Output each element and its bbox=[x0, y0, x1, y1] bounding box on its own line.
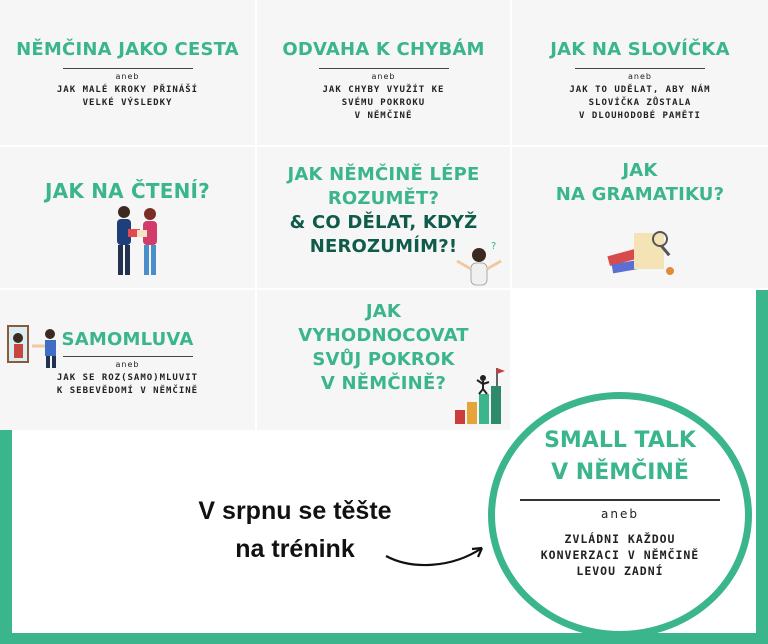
arrow-icon bbox=[382, 534, 492, 574]
self-talk-mirror-icon bbox=[6, 324, 64, 370]
tile-subtitle: JAK MALÉ KROKY PŘINÁŠÍ VELKÉ VÝSLEDKY bbox=[56, 85, 199, 108]
tile-aneb: aneb bbox=[371, 72, 396, 81]
divider bbox=[520, 499, 720, 501]
divider bbox=[63, 68, 193, 69]
highlight-aneb: aneb bbox=[601, 507, 639, 521]
tile-jak-nemcine-lepe-rozumet[interactable] bbox=[257, 147, 510, 288]
highlight-subtitle: ZVLÁDNI KAŽDOU KONVERZACI V NĚMČINĚ LEVOU ZADNÍ bbox=[540, 532, 700, 578]
divider bbox=[319, 68, 449, 69]
tile-subtitle: JAK TO UDĚLAT, ABY NÁM SLOVÍČKA ZŮSTALA V DLOUHODOBÉ PAMĚTI bbox=[569, 85, 711, 121]
tile-subtitle-dark: & CO DĚLAT, KDYŽ NEROZUMÍM?! bbox=[289, 212, 478, 257]
tile-subtitle: JAK CHYBY VYUŽÍT KE SVÉMU POKROKU V NĚMČINĚ bbox=[322, 85, 445, 121]
confused-person-icon bbox=[449, 239, 509, 289]
highlight-small-talk[interactable] bbox=[488, 392, 752, 638]
tile-title: JAK NĚMČINĚ LÉPE ROZUMĚT? bbox=[287, 164, 480, 209]
tile-title: SAMOMLUVA bbox=[61, 329, 194, 350]
tile-title: NĚMČINA JAKO CESTA bbox=[16, 39, 239, 60]
tile-title: JAK NA SLOVÍČKA bbox=[550, 39, 730, 60]
tile-jak-na-gramatiku[interactable] bbox=[512, 147, 768, 288]
tile-aneb: aneb bbox=[115, 360, 140, 369]
progress-stairs-icon bbox=[453, 364, 505, 426]
reading-people-icon bbox=[104, 202, 174, 282]
cta-text: V srpnu se těšte na trénink bbox=[198, 497, 392, 563]
tile-nemcina-jako-cesta[interactable] bbox=[0, 0, 255, 145]
tile-title: JAK NA GRAMATIKU? bbox=[555, 160, 725, 205]
tile-odvaha-k-chybam[interactable] bbox=[257, 0, 510, 145]
tile-aneb: aneb bbox=[628, 72, 652, 81]
tile-subtitle: JAK SE ROZ(SAMO)MLUVIT K SEBEVĚDOMÍ V NĚMČINĚ bbox=[56, 373, 199, 396]
divider bbox=[63, 356, 193, 357]
tile-title: ODVAHA K CHYBÁM bbox=[282, 39, 485, 60]
tile-jak-na-slovicka[interactable] bbox=[512, 0, 768, 145]
svg-text:?: ? bbox=[491, 241, 497, 252]
tile-jak-na-cteni[interactable] bbox=[0, 147, 255, 288]
divider bbox=[575, 68, 705, 69]
tile-aneb: aneb bbox=[115, 72, 140, 81]
tile-jak-vyhodnocovat-pokrok[interactable] bbox=[257, 290, 510, 430]
grammar-books-icon bbox=[604, 221, 684, 283]
tile-samomluva[interactable] bbox=[0, 290, 255, 430]
highlight-title: SMALL TALK V NĚMČINĚ bbox=[544, 428, 696, 485]
tile-title: JAK VYHODNOCOVAT SVŮJ POKROK V NĚMČINĚ? bbox=[298, 301, 469, 394]
tile-title: JAK NA ČTENÍ? bbox=[45, 179, 210, 203]
